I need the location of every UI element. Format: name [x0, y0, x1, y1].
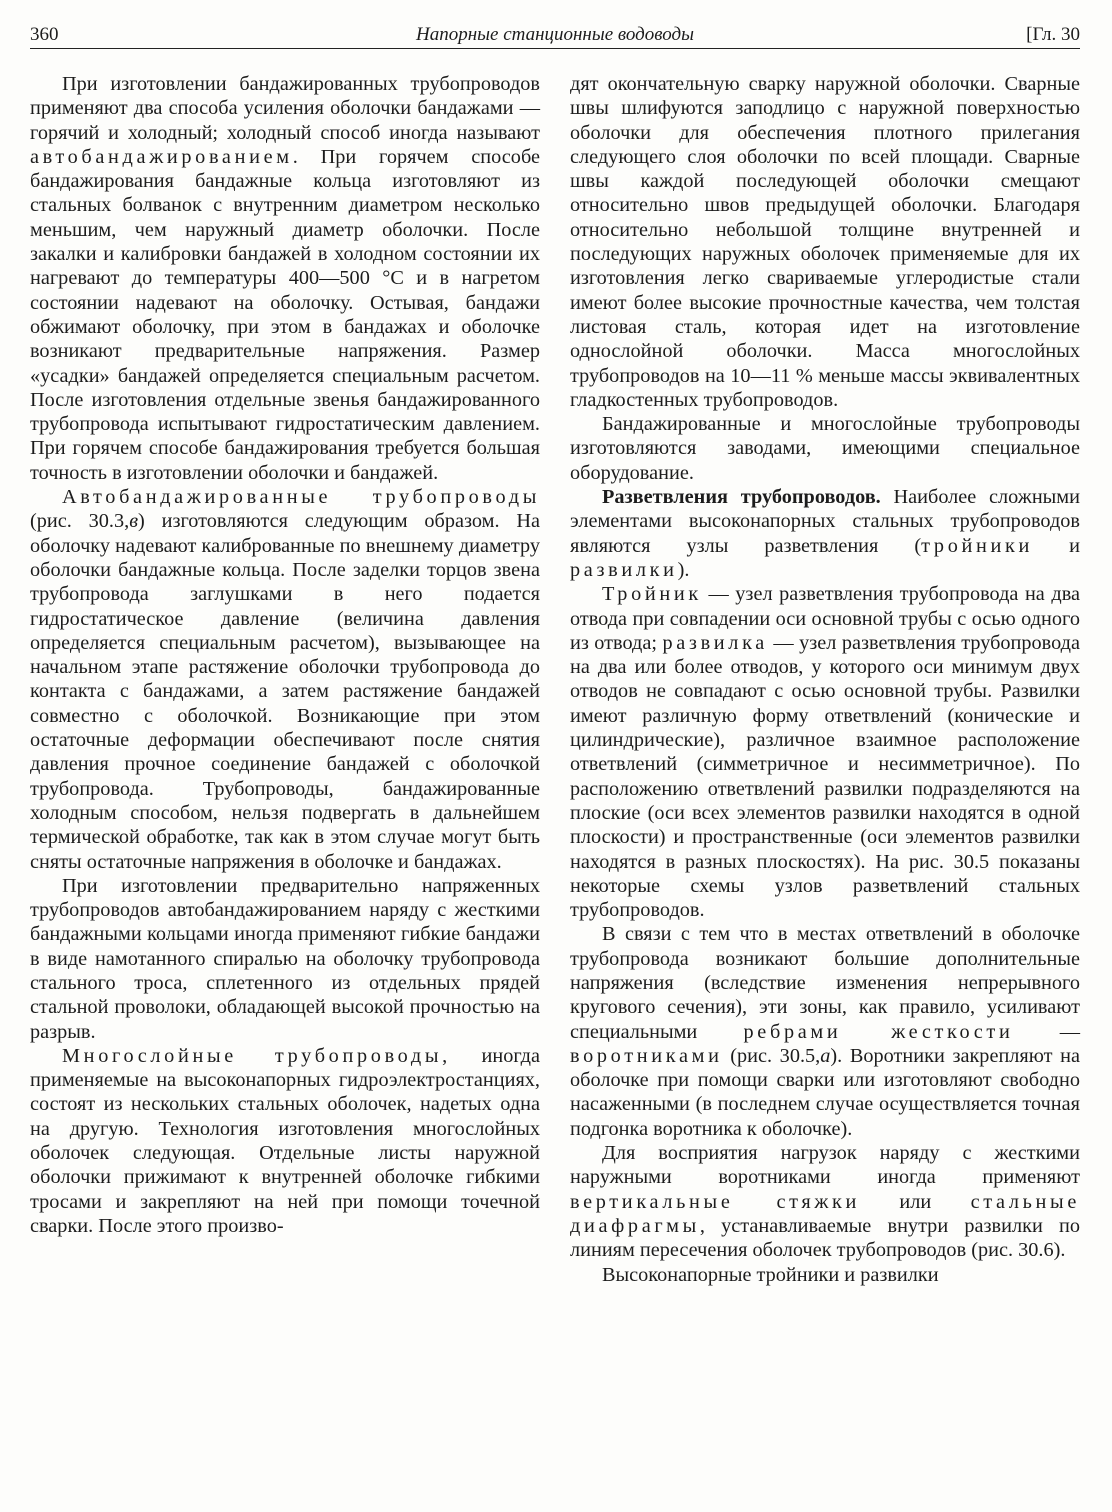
- paragraph: Бандажированные и многослойные трубопроводы изготовляются заводами, имеющими специальное оборудование.: [570, 413, 1080, 484]
- section-heading: Разветвления трубопроводов.: [602, 486, 881, 509]
- right-column: [570, 72, 1080, 1287]
- running-title: Напорные станционные водоводы: [416, 24, 694, 45]
- paragraph: Для восприятия нагрузок наряду с жесткими наружными воротниками иногда применяют вертикальные стяжки или стальные диафрагмы, устанавливаемые внутри развилки по линиям пересечения оболочек трубопроводов (рис. 30.6).: [570, 1142, 1080, 1262]
- spaced-term: Автобандажированные трубопроводы: [62, 486, 540, 509]
- spaced-term: автобандажированием: [30, 145, 293, 168]
- paragraph: При изготовлении предварительно напряженных трубопроводов автобандажированием наряду с жесткими бандажными кольцами иногда применяют гибкие бандажи в виде намотанного спиралью на оболочку трубопровода стального троса, сплетенного из отдельных прядей стальной проволоки, обладающей высокой прочностью на разрыв.: [30, 874, 540, 1043]
- paragraph: Многослойные трубопроводы, иногда применяемые на высоконапорных гидроэлектростанциях, состоят из нескольких стальных оболочек, надетых одна на другую. Технология изготовления многослойных оболочек следующая. Отдельные листы наружной оболочки прижимают к внутренней оболочке гибкими тросами и закрепляют на ней при помощи точечной сварки. После этого произво-: [30, 1044, 540, 1237]
- paragraph: Разветвления трубопроводов. Наиболее сложными элементами высоконапорных стальных трубопроводов являются узлы разветвления (тройники и развилки).: [570, 486, 1080, 581]
- page-header: [30, 22, 1080, 49]
- chapter-label: [Гл. 30: [1026, 24, 1080, 45]
- page-number: 360: [30, 24, 59, 45]
- paragraph: Автобандажированные трубопроводы (рис. 30.3,в) изготовляются следующим образом. На оболочку надевают калиброванные по внешнему диаметру оболочки бандажные кольца. После заделки торцов звена трубопровода заглушками в него подается гидростатическое давление (величина давления определяется специальным расчетом), вызывающее на начальном этапе растяжение оболочки трубопровода до контакта с бандажами, а затем растяжение бандажей совместно с оболочкой. Возникающие при этом остаточные деформации обеспечивают после снятия давления прочное соединение бандажей с оболочкой трубопровода. Трубопроводы, бандажированные холодным способом, нельзя подвергать в дальнейшем термической обработке, так как в этом случае могут быть сняты остаточные напряжения в оболочке и бандажах.: [30, 486, 540, 873]
- left-column: [30, 72, 540, 1238]
- paragraph: При изготовлении бандажированных трубопроводов применяют два способа усиления оболочки бандажами — горячий и холодный; холодный способ иногда называют автобандажированием. При горячем способе бандажирования бандажные кольца изготовляют из стальных болванок с внутренним диаметром несколько меньшим, чем наружный диаметр оболочки. После закалки и калибровки бандажей в холодном состоянии их нагревают до температуры 400—500 °С и в нагретом состоянии надевают на оболочку. Остывая, бандажи обжимают оболочку, при этом в бандажах и оболочке возникают предварительные напряжения. Размер «усадки» бандажей определяется специальным расчетом. После изготовления отдельные звенья бандажированного трубопровода испытывают гидростатическим давлением. При горячем способе бандажирования требуется большая точность в изготовлении оболочки и бандажей.: [30, 73, 540, 484]
- paragraph: дят окончательную сварку наружной оболочки. Сварные швы шлифуются заподлицо с наружной поверхностью оболочки для обеспечения плотного прилегания следующего слоя оболочки по всей площади. Сварные швы каждой последующей оболочки смещают относительно швов предыдущей оболочки. Благодаря относительно небольшой толщине внутренней и последующих наружных оболочек применяемые для их изготовления легко свариваемые углеродистые стали имеют более высокие прочностные качества, чем толстая листовая сталь, которая идет на изготовление однослойной оболочки. Масса многослойных трубопроводов на 10—11 % меньше массы эквивалентных гладкостенных трубопроводов.: [570, 73, 1080, 411]
- spaced-term: Тройник: [602, 583, 702, 606]
- paragraph: Высоконапорные тройники и развилки: [602, 1263, 939, 1286]
- paragraph: Тройник — узел разветвления трубопровода на два отвода при совпадении оси основной трубы с осью одного из отвода; развилка — узел разветвления трубопровода на два или более отводов, у которого оси минимум двух отводов не совпадают с осью основной трубы. Развилки имеют различную форму ответвлений (конические и цилиндрические), различное взаимное расположение ответвлений (симметричное и несимметричное). По расположению ответвлений развилки подразделяются на плоские (оси всех элементов развилки находятся в одной плоскости) и пространственные (оси элементов развилки находятся в разных плоскостях). На рис. 30.5 показаны некоторые схемы узлов разветвлений стальных трубопроводов.: [570, 583, 1080, 922]
- spaced-term: Многослойные трубопроводы: [62, 1044, 443, 1067]
- paragraph: В связи с тем что в местах ответвлений в оболочке трубопровода возникают большие дополнительные напряжения (вследствие изменения непрерывного кругового сечения), эти зоны, как правило, усиливают специальными ребрами жесткости — воротниками (рис. 30.5,а). Воротники закрепляют на оболочке при помощи сварки или изготовляют свободно насаженными (в последнем случае осуществляется точная подгонка воротника к оболочке).: [570, 923, 1080, 1140]
- spaced-term: развилка: [662, 631, 768, 654]
